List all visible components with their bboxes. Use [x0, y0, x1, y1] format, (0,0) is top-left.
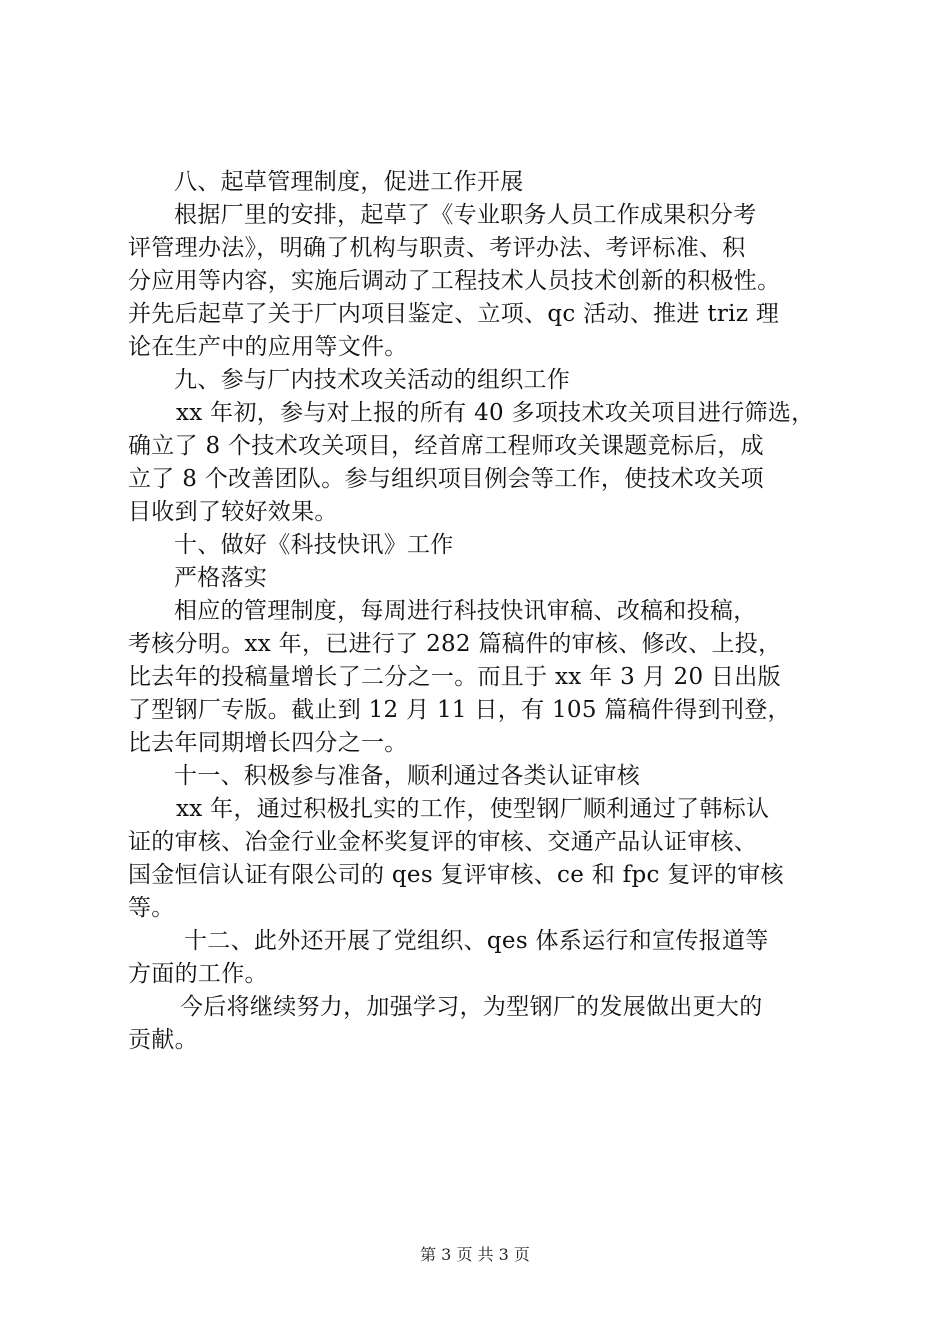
paragraph-line: 比去年的投稿量增长了二分之一。而且于 xx 年 3 月 20 日出版 — [128, 664, 781, 690]
paragraph-line: 了型钢厂专版。截止到 12 月 11 日，有 105 篇稿件得到刊登， — [128, 697, 791, 723]
paragraph-line: 今后将继续努力，加强学习，为型钢厂的发展做出更大的 — [180, 994, 763, 1020]
heading-section-9: 九、参与厂内技术攻关活动的组织工作 — [174, 367, 571, 393]
paragraph-line: 并先后起草了关于厂内项目鉴定、立项、qc 活动、推进 triz 理 — [128, 301, 780, 327]
paragraph-line: 贡献。 — [128, 1027, 198, 1053]
heading-section-10: 十、做好《科技快讯》工作 — [174, 532, 454, 558]
page-footer: 第 3 页 共 3 页 — [420, 1245, 530, 1264]
heading-section-11: 十一、积极参与准备，顺利通过各类认证审核 — [174, 763, 640, 789]
paragraph-line: xx 年，通过积极扎实的工作，使型钢厂顺利通过了韩标认 — [176, 796, 770, 822]
paragraph-line: 根据厂里的安排，起草了《专业职务人员工作成果积分考 — [174, 202, 757, 228]
paragraph-line: 方面的工作。 — [128, 961, 268, 987]
heading-section-8: 八、起草管理制度，促进工作开展 — [174, 169, 524, 195]
paragraph-line: 论在生产中的应用等文件。 — [128, 334, 408, 360]
paragraph-line: 等。 — [128, 895, 175, 921]
heading-section-12: 十二、此外还开展了党组织、qes 体系运行和宣传报道等 — [184, 928, 769, 954]
paragraph-line: 目收到了较好效果。 — [128, 499, 338, 525]
document-body — [128, 166, 848, 1057]
paragraph-line: 评管理办法》，明确了机构与职责、考评办法、考评标准、积 — [128, 235, 746, 261]
paragraph-line: 证的审核、冶金行业金杯奖复评的审核、交通产品认证审核、 — [128, 829, 758, 855]
paragraph-line: 国金恒信认证有限公司的 qes 复评审核、ce 和 fpc 复评的审核 — [128, 862, 784, 888]
paragraph-line: 立了 8 个改善团队。参与组织项目例会等工作，使技术攻关项 — [128, 466, 764, 492]
paragraph-line: xx 年初，参与对上报的所有 40 多项技术攻关项目进行筛选， — [176, 400, 815, 426]
paragraph-line: 确立了 8 个技术攻关项目，经首席工程师攻关课题竞标后，成 — [128, 433, 764, 459]
paragraph-line: 相应的管理制度，每周进行科技快讯审稿、改稿和投稿， — [174, 598, 757, 624]
paragraph-line: 考核分明。xx 年，已进行了 282 篇稿件的审核、修改、上投， — [128, 631, 782, 657]
paragraph-line: 分应用等内容，实施后调动了工程技术人员技术创新的积极性。 — [128, 268, 781, 294]
paragraph-line: 严格落实 — [174, 565, 268, 591]
paragraph-line: 比去年同期增长四分之一。 — [128, 730, 408, 756]
